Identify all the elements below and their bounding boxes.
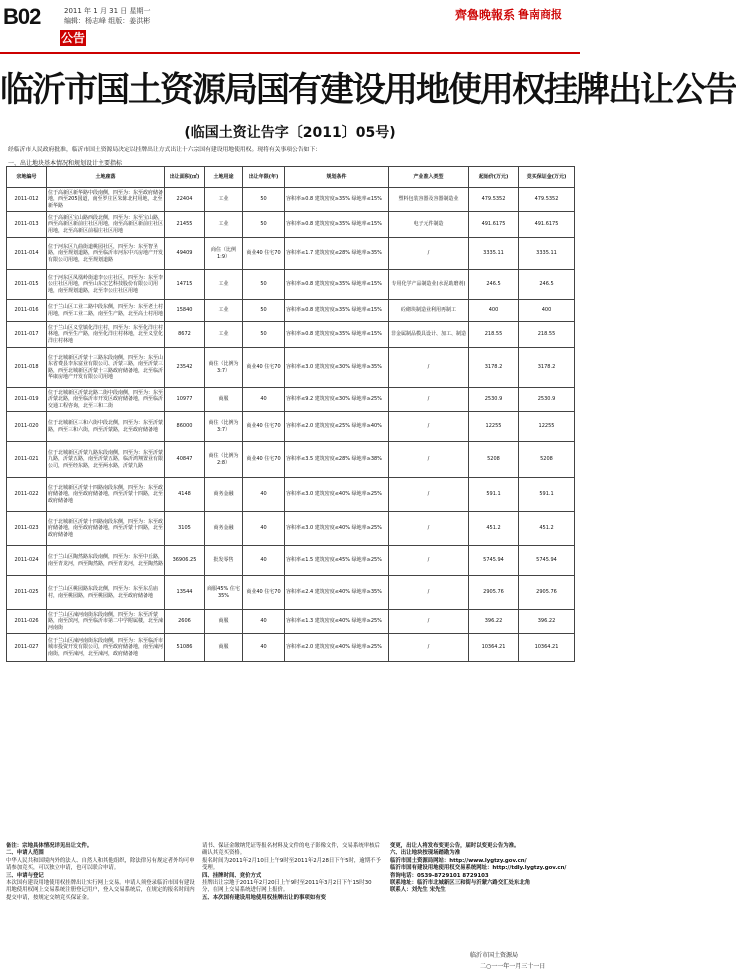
parcel-term: 40 [243, 388, 285, 412]
parcel-industry: / [389, 546, 469, 576]
parcel-location: 位于北城新区沂蒙十三路东段南侧，四至为：东至山东省费县李东富业有限公司、沂蒙三路，南至沂蒙三路，西至北城新区沂蒙十三路政府储备地，北至临沂华康房地产开发有限公司用地 [47, 348, 165, 388]
parcel-use: 批发零售 [205, 546, 243, 576]
parcel-id: 2011-016 [7, 300, 47, 322]
table-row [7, 348, 575, 388]
parcel-deposit: 5208 [519, 442, 575, 478]
parcel-term: 商业40 住宅70 [243, 348, 285, 388]
section-4-heading: 四、挂牌时间、竞价方式 [202, 872, 262, 879]
parcel-location: 位于兰山区涑河南街东段南侧，四至为：东至沂蒙路，南至滨河，西至临沂市第二中学附属楼，北至涑河南街 [47, 610, 165, 634]
parcel-use: 商住（比例为3:7） [205, 412, 243, 442]
parcel-location: 位于河东区九曲街道桃园社区，四至为：东至智圣路，南至规划道路，西至临沂市河东中兴房地产开发有限公司用地，北至规划道路 [47, 238, 165, 270]
parcel-start-price: 400 [469, 300, 519, 322]
parcel-plan: 容积率≤9.2 建筑密度≤30% 绿地率≥25% [285, 388, 389, 412]
parcel-area: 10977 [165, 388, 205, 412]
table-header [7, 167, 575, 188]
page-number: B02 [3, 4, 41, 29]
parcel-location: 位于河东区凤凰岭街道李公庄社区，四至为：东至李公庄社区用地，西至山东宏艺科技股份有限公司用地，南至规划道路，北至李公庄社区用地 [47, 270, 165, 300]
parcel-term: 40 [243, 512, 285, 546]
parcel-area: 49409 [165, 238, 205, 270]
section-2-heading: 二、申请人范围 [6, 850, 44, 857]
parcel-term: 商业40 住宅70 [243, 442, 285, 478]
parcel-term: 50 [243, 188, 285, 212]
parcel-industry: / [389, 610, 469, 634]
parcel-id: 2011-027 [7, 634, 47, 662]
parcel-plan: 容积率≤3.0 建筑密度≤40% 绿地率≥25% [285, 512, 389, 546]
parcel-deposit: 246.5 [519, 270, 575, 300]
parcel-area: 86000 [165, 412, 205, 442]
parcel-deposit: 3335.11 [519, 238, 575, 270]
parcel-use: 工业 [205, 322, 243, 348]
parcel-industry: / [389, 388, 469, 412]
parcel-start-price: 396.22 [469, 610, 519, 634]
parcel-industry: / [389, 442, 469, 478]
parcel-term: 商业40 住宅70 [243, 238, 285, 270]
parcel-table [6, 166, 575, 662]
parcel-deposit: 3178.2 [519, 348, 575, 388]
parcel-id: 2011-014 [7, 238, 47, 270]
col-header: 竞买保证金(万元) [519, 167, 575, 188]
parcel-location: 位于高新区新华路中段南侧，四至为：东至政府储备地，西至205国道，南至罗庄区朱陈北村用地，北至新华路 [47, 188, 165, 212]
table-row [7, 478, 575, 512]
parcel-deposit: 2905.76 [519, 576, 575, 610]
parcel-id: 2011-012 [7, 188, 47, 212]
parcel-location: 位于兰山区桃园路东段北侧，四至为：东至东岳庙村，南至桃园路，西至桃园路，北至政府储备地 [47, 576, 165, 610]
table-row [7, 512, 575, 546]
parcel-deposit: 10364.21 [519, 634, 575, 662]
parcel-plan: 容积率≤3.5 建筑密度≤28% 绿地率≥38% [285, 442, 389, 478]
parcel-deposit: 12255 [519, 412, 575, 442]
address-line: 联系地址：临沂市北城新区三和街与沂蒙六路交汇处东北角 [390, 880, 531, 887]
parcel-area: 40847 [165, 442, 205, 478]
parcel-industry: / [389, 348, 469, 388]
table-row [7, 442, 575, 478]
parcel-location: 位于北城新区沂蒙十四路南段东侧，四至为：东至政府储备地，南至政府储备地，西至沂蒙十四路，北至政府储备地 [47, 478, 165, 512]
body-column-1 [6, 843, 196, 902]
parcel-area: 36906.25 [165, 546, 205, 576]
parcel-industry: 非金属制品模具设计、加工、制造 [389, 322, 469, 348]
parcel-plan: 容积率≤2.0 建筑密度≤40% 绿地率≥25% [285, 634, 389, 662]
table-row [7, 576, 575, 610]
table-note: 备注：宗地具体情况详见出让文件。 [6, 843, 93, 849]
parcel-id: 2011-017 [7, 322, 47, 348]
table-row [7, 634, 575, 662]
parcel-area: 14715 [165, 270, 205, 300]
section-heading: 一、出让地块基本情况和规划设计主要指标 [8, 160, 123, 167]
table-row [7, 322, 575, 348]
parcel-plan: 容积率≥0.8 建筑密度≥35% 绿地率≤15% [285, 270, 389, 300]
table-row [7, 388, 575, 412]
parcel-plan: 容积率≤2.0 建筑密度≤25% 绿地率≥40% [285, 412, 389, 442]
website-link[interactable]: 临沂市国土资源局网站：http://www.lygtzy.gov.cn/ [390, 857, 527, 864]
parcel-id: 2011-013 [7, 212, 47, 238]
parcel-plan: 容积率≤3.0 建筑密度≤40% 绿地率≥25% [285, 478, 389, 512]
parcel-start-price: 479.5352 [469, 188, 519, 212]
table-row [7, 270, 575, 300]
parcel-start-price: 491.6175 [469, 212, 519, 238]
parcel-term: 商业40 住宅70 [243, 576, 285, 610]
parcel-start-price: 246.5 [469, 270, 519, 300]
parcel-location: 位于北城新区三和六街中段北侧，四至为：东至沂蒙路，西至三和六街，西至沂蒙路，北至政府储备地 [47, 412, 165, 442]
table-row [7, 412, 575, 442]
parcel-use: 商务金融 [205, 478, 243, 512]
parcel-deposit: 479.5352 [519, 188, 575, 212]
parcel-start-price: 10364.21 [469, 634, 519, 662]
col-header: 出让面积(㎡) [165, 167, 205, 188]
parcel-term: 50 [243, 300, 285, 322]
parcel-industry: / [389, 512, 469, 546]
parcel-use: 工业 [205, 188, 243, 212]
parcel-use: 商住（比例为3:7） [205, 348, 243, 388]
notice-title: 临沂市国土资源局国有建设用地使用权挂牌出让公告 [0, 70, 736, 110]
parcel-term: 50 [243, 322, 285, 348]
parcel-area: 4148 [165, 478, 205, 512]
parcel-area: 8672 [165, 322, 205, 348]
col-header: 宗地编号 [7, 167, 47, 188]
parcel-plan: 容积率≤1.3 建筑密度≤40% 绿地率≥25% [285, 610, 389, 634]
parcel-deposit: 591.1 [519, 478, 575, 512]
parcel-area: 13544 [165, 576, 205, 610]
trade-system-link[interactable]: 临沂市国有建设用地使用权交易系统网址：http://tdly.lygtzy.gov.cn/ [390, 865, 567, 872]
parcel-industry: / [389, 238, 469, 270]
parcel-area: 15840 [165, 300, 205, 322]
col-header: 规划条件 [285, 167, 389, 188]
parcel-id: 2011-026 [7, 610, 47, 634]
brand-logo-secondary: 鲁南商报 [518, 8, 562, 21]
parcel-start-price: 218.55 [469, 322, 519, 348]
table-row [7, 610, 575, 634]
parcel-deposit: 491.6175 [519, 212, 575, 238]
parcel-start-price: 3178.2 [469, 348, 519, 388]
parcel-deposit: 400 [519, 300, 575, 322]
parcel-id: 2011-021 [7, 442, 47, 478]
parcel-plan: 容积率≤1.5 建筑密度≤45% 绿地率≥25% [285, 546, 389, 576]
issuer-org: 临沂市国土资源局 [470, 952, 519, 959]
table-row [7, 238, 575, 270]
parcel-plan: 容积率≥0.8 建筑密度≥35% 绿地率≤15% [285, 300, 389, 322]
parcel-id: 2011-025 [7, 576, 47, 610]
parcel-deposit: 218.55 [519, 322, 575, 348]
parcel-industry: / [389, 576, 469, 610]
section-3-heading: 三、申请与登记 [6, 872, 44, 879]
body-column-2 [202, 843, 382, 902]
brand-logo: 齊魯晚報系 [455, 8, 516, 22]
parcel-use: 商住（比例为2:8） [205, 442, 243, 478]
issue-date: 2011 年 1 月 31 日 星期一 [64, 7, 151, 15]
section-badge: 公告 [60, 31, 85, 45]
parcel-start-price: 5745.94 [469, 546, 519, 576]
parcel-area: 23542 [165, 348, 205, 388]
parcel-location: 位于兰山区工业二路中段东侧，四至为：东至老土村用地，西至工业二路，南至生产路，北至高士村用地 [47, 300, 165, 322]
parcel-term: 40 [243, 634, 285, 662]
parcel-plan: 容积率≤1.7 建筑密度≤28% 绿地率≥35% [285, 238, 389, 270]
parcel-plan: 容积率≥0.8 建筑密度≥35% 绿地率≤15% [285, 188, 389, 212]
editors-line: 编辑：杨志峰 组版：姜洪彬 [64, 17, 151, 25]
col-header: 土地座落 [47, 167, 165, 188]
parcel-plan: 容积率≤2.4 建筑密度≤40% 绿地率≥35% [285, 576, 389, 610]
parcel-area: 51086 [165, 634, 205, 662]
page-header [0, 0, 580, 58]
parcel-term: 商业40 住宅70 [243, 412, 285, 442]
parcel-term: 50 [243, 270, 285, 300]
section-6-heading: 六、出让地块按现场踏勘为准 [390, 850, 461, 857]
parcel-industry: 专用化学产品制造业(水泥助磨剂) [389, 270, 469, 300]
parcel-term: 40 [243, 546, 285, 576]
parcel-start-price: 2530.9 [469, 388, 519, 412]
phone-line: 咨询电话：0539-8729101 8729103 [390, 872, 489, 879]
parcel-start-price: 2905.76 [469, 576, 519, 610]
parcel-use: 商住（比例1:9） [205, 238, 243, 270]
parcel-area: 3105 [165, 512, 205, 546]
parcel-start-price: 591.1 [469, 478, 519, 512]
parcel-location: 位于北城新区沂蒙北路二街中段南侧，四至为：东至沂蒙北路，南至临沂市开发区政府储备地，西至临沂交通工程咨询，北至三和二街 [47, 388, 165, 412]
parcel-plan: 容积率≥0.8 建筑密度≥35% 绿地率≤15% [285, 212, 389, 238]
parcel-industry: / [389, 478, 469, 512]
parcel-use: 工业 [205, 270, 243, 300]
table-row [7, 546, 575, 576]
parcel-industry: / [389, 412, 469, 442]
notice-subtitle: (临国土资让告字〔2011〕05号) [184, 125, 396, 141]
parcel-location: 位于高新区宝山路西段北侧，四至为：东至宝山路，西至高新区新前庄社区用地，南至高新区新前庄社区用地，北至高新区前福庄社区用地 [47, 212, 165, 238]
parcel-use: 商服 [205, 634, 243, 662]
parcel-location: 位于北城新区沂蒙九路东段南侧，四至为：东至沂蒙九路，沂蒙五路，南至沂蒙五路，临沂鸿翔置业有限公司，西至经东路，北至两水路，沂蒙九路 [47, 442, 165, 478]
parcel-use: 商务金融 [205, 512, 243, 546]
parcel-id: 2011-022 [7, 478, 47, 512]
section-5-heading: 五、本次国有建设用地使用权挂牌出让的事项如有变 [202, 894, 326, 901]
parcel-start-price: 451.2 [469, 512, 519, 546]
parcel-term: 40 [243, 610, 285, 634]
parcel-start-price: 12255 [469, 412, 519, 442]
parcel-use: 工业 [205, 212, 243, 238]
parcel-industry: / [389, 634, 469, 662]
parcel-area: 21455 [165, 212, 205, 238]
parcel-location: 位于兰山区陶然路东段南侧，四至为：东至中丘路，南至青龙河，西至陶然路，西至青龙河，北至陶然路 [47, 546, 165, 576]
header-rule [0, 52, 580, 54]
section-2-text: 中华人民共和国境内外的法人、自然人和其他组织，除法律另有规定者外均可申请参加竞买，可以独立申请，也可以联合申请。 [6, 857, 195, 872]
parcel-use: 工业 [205, 300, 243, 322]
section-4-text: 挂牌出让宗地于2011年2月20日上午9时至2011年3月2日下午15时30分，在网上交易系统进行网上报价。 [202, 880, 372, 894]
col-header: 土地用途 [205, 167, 243, 188]
parcel-location: 位于兰山区涑河南街东段南侧，四至为：东至临沂市城市投资开发有限公司，西至政府储备地，南至涑河南街，西至涑河，北至涑河，政府储备地 [47, 634, 165, 662]
parcel-location: 位于北城新区沂蒙十四路南段东侧，四至为：东至政府储备地，南至政府储备地，西至沂蒙十四路，北至政府储备地 [47, 512, 165, 546]
registration-time: 报名时间为2011年2月10日上午9时至2011年2月28日下午5时，逾期不予受理。 [202, 857, 381, 872]
parcel-use: 商服45% 住宅35% [205, 576, 243, 610]
parcel-id: 2011-019 [7, 388, 47, 412]
parcel-deposit: 2530.9 [519, 388, 575, 412]
parcel-industry: 电子元件制造 [389, 212, 469, 238]
parcel-deposit: 5745.94 [519, 546, 575, 576]
table-row [7, 212, 575, 238]
issue-meta [64, 6, 151, 26]
contact-line: 联系人：刘先生 宋先生 [390, 887, 446, 894]
section-5-cont: 变更，出让人将发布变更公告，届时以变更公告为准。 [390, 843, 520, 849]
parcel-id: 2011-024 [7, 546, 47, 576]
parcel-plan: 容积率≤3.0 建筑密度≤30% 绿地率≥35% [285, 348, 389, 388]
parcel-id: 2011-015 [7, 270, 47, 300]
parcel-use: 商服 [205, 388, 243, 412]
parcel-id: 2011-023 [7, 512, 47, 546]
parcel-industry: 塑料包装容器及容器制造业 [389, 188, 469, 212]
issue-signature-date: 二○一一年一月三十一日 [480, 963, 546, 970]
col-header: 出让年限(年) [243, 167, 285, 188]
parcel-id: 2011-018 [7, 348, 47, 388]
parcel-location: 位于兰山区义堂镇化洋庄村，四至为：东至化洋庄村林地，西至生产路，南至化洋庄村林地，北至义堂化洋庄村林地 [47, 322, 165, 348]
parcel-term: 50 [243, 212, 285, 238]
parcel-area: 22404 [165, 188, 205, 212]
parcel-plan: 容积率≥0.8 建筑密度≥35% 绿地率≤15% [285, 322, 389, 348]
table-row [7, 300, 575, 322]
parcel-term: 40 [243, 478, 285, 512]
parcel-deposit: 396.22 [519, 610, 575, 634]
col-header: 起始价(万元) [469, 167, 519, 188]
parcel-deposit: 451.2 [519, 512, 575, 546]
table-row [7, 188, 575, 212]
parcel-industry: 砼砌块制造业利用再制工 [389, 300, 469, 322]
col-header: 产业准入类型 [389, 167, 469, 188]
parcel-area: 2606 [165, 610, 205, 634]
intro-text: 经临沂市人民政府批准，临沂市国土资源局决定以挂牌出让方式出让十六宗国有建设用地使用权。现将有关事项公告如下： [8, 147, 322, 153]
parcel-start-price: 3335.11 [469, 238, 519, 270]
parcel-id: 2011-020 [7, 412, 47, 442]
parcel-use: 商服 [205, 610, 243, 634]
section-3-text: 本次国有建设用地使用权挂牌出让实行网上交易。申请人须登录临沂市国有建设用地使用权网上交易系统注册登记用户，登入交易系统后，在规定的报名时间内提交申请，按规定交纳竞买保证金。 [6, 880, 195, 901]
body-column-3 [390, 843, 574, 895]
parcel-start-price: 5208 [469, 442, 519, 478]
section-3-cont: 请书、保证金缴纳凭证等报名材料及文件的电子影像文件，交易系统审核后确认其竞买资格。 [202, 843, 380, 857]
